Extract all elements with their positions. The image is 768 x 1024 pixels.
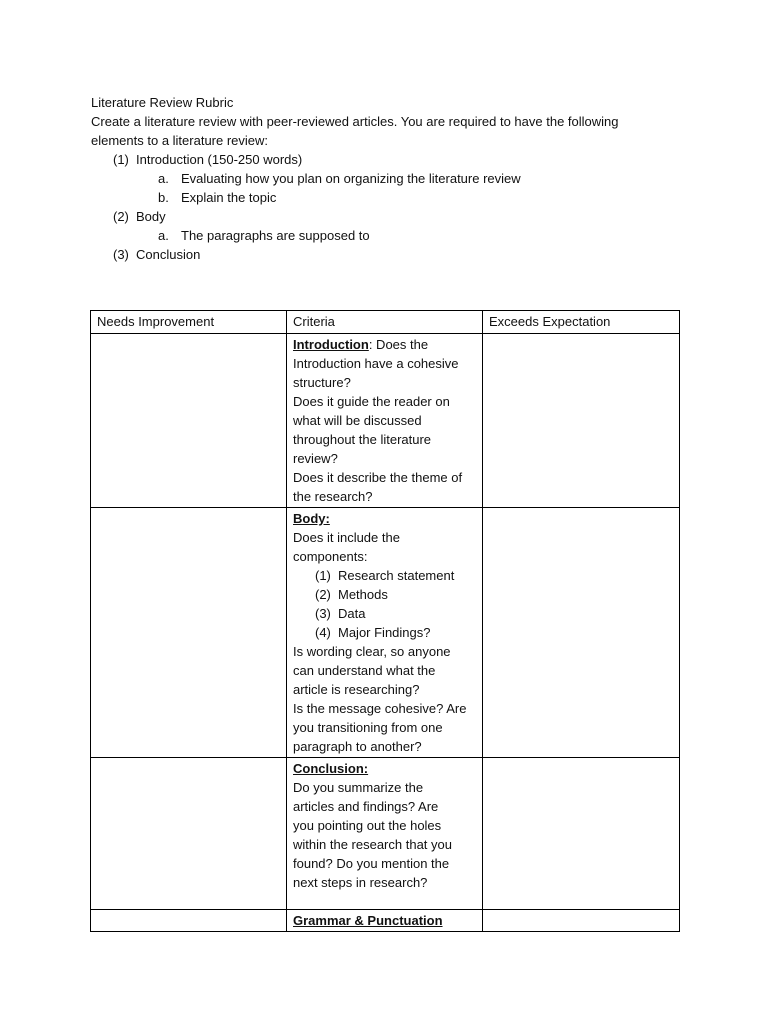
criteria-line: paragraph to another? — [293, 739, 422, 754]
component-item: (1) Research statement — [315, 568, 455, 583]
header-criteria: Criteria — [287, 311, 483, 334]
criteria-line: found? Do you mention the — [293, 856, 450, 871]
criteria-line: you transitioning from one — [293, 720, 443, 735]
criteria-cell-conclusion — [287, 758, 483, 910]
needs-improvement-cell — [91, 758, 287, 910]
exceeds-expectation-cell — [483, 334, 680, 508]
table-row-conclusion — [91, 758, 680, 910]
criteria-line: throughout the literature — [293, 432, 432, 447]
exceeds-expectation-cell — [483, 758, 680, 910]
criteria-line: Introduction have a cohesive — [293, 356, 459, 371]
criteria-line: Does it guide the reader on — [293, 394, 450, 409]
criteria-line: Do you summarize the — [293, 780, 424, 795]
header-exceeds-expectation: Exceeds Expectation — [483, 311, 680, 334]
criteria-title: Conclusion: — [293, 761, 369, 776]
criteria-line: structure? — [293, 375, 351, 390]
outline-item-conclusion: (3) Conclusion — [113, 247, 201, 262]
table-row-grammar — [91, 910, 680, 932]
document-title: Literature Review Rubric — [91, 95, 234, 110]
table-row-introduction — [91, 334, 680, 508]
criteria-line: you pointing out the holes — [293, 818, 442, 833]
criteria-line: components: — [293, 549, 368, 564]
criteria-cell-body — [287, 508, 483, 758]
criteria-line: within the research that you — [293, 837, 452, 852]
criteria-line: Does it include the — [293, 530, 400, 545]
table-row-body — [91, 508, 680, 758]
outline-subitem: a. Evaluating how you plan on organizing the literature review — [158, 171, 521, 186]
criteria-line: the research? — [293, 489, 373, 504]
criteria-cell-grammar — [287, 910, 483, 932]
instructions-line-1: Create a literature review with peer-reviewed articles. You are required to have the following — [91, 114, 619, 129]
document-header — [91, 93, 681, 264]
outline-subitem: b. Explain the topic — [158, 190, 277, 205]
outline-subitem: a. The paragraphs are supposed to — [158, 228, 370, 243]
criteria-line: what will be discussed — [293, 413, 422, 428]
header-needs-improvement: Needs Improvement — [91, 311, 287, 334]
needs-improvement-cell — [91, 508, 287, 758]
rubric-table — [90, 310, 680, 932]
criteria-line: Does it describe the theme of — [293, 470, 463, 485]
criteria-title: Body: — [293, 511, 330, 526]
criteria-cell-introduction: Introduction: Does the Introduction have a cohesive structure? Does it guide the reader on what will be discussed throughout the literature review? Does it describe the theme of the research? — [287, 334, 483, 508]
component-item: (3) Data — [315, 606, 366, 621]
criteria-line: Is the message cohesive? Are — [293, 701, 467, 716]
criteria-line: articles and findings? Are — [293, 799, 439, 814]
component-item: (4) Major Findings? — [315, 625, 431, 640]
criteria-line: Is wording clear, so anyone — [293, 644, 451, 659]
exceeds-expectation-cell — [483, 910, 680, 932]
criteria-line: can understand what the — [293, 663, 436, 678]
criteria-title: Introduction — [293, 337, 369, 352]
outline-item-introduction: (1) Introduction (150-250 words) — [113, 152, 303, 167]
needs-improvement-cell — [91, 334, 287, 508]
component-item: (2) Methods — [315, 587, 388, 602]
exceeds-expectation-cell — [483, 508, 680, 758]
criteria-line: next steps in research? — [293, 875, 428, 890]
criteria-line: review? — [293, 451, 338, 466]
outline-item-body: (2) Body — [113, 209, 166, 224]
needs-improvement-cell — [91, 910, 287, 932]
table-header-row — [91, 311, 680, 334]
criteria-title: Grammar & Punctuation — [293, 913, 443, 928]
criteria-line: article is researching? — [293, 682, 420, 697]
instructions-line-2: elements to a literature review: — [91, 133, 269, 148]
